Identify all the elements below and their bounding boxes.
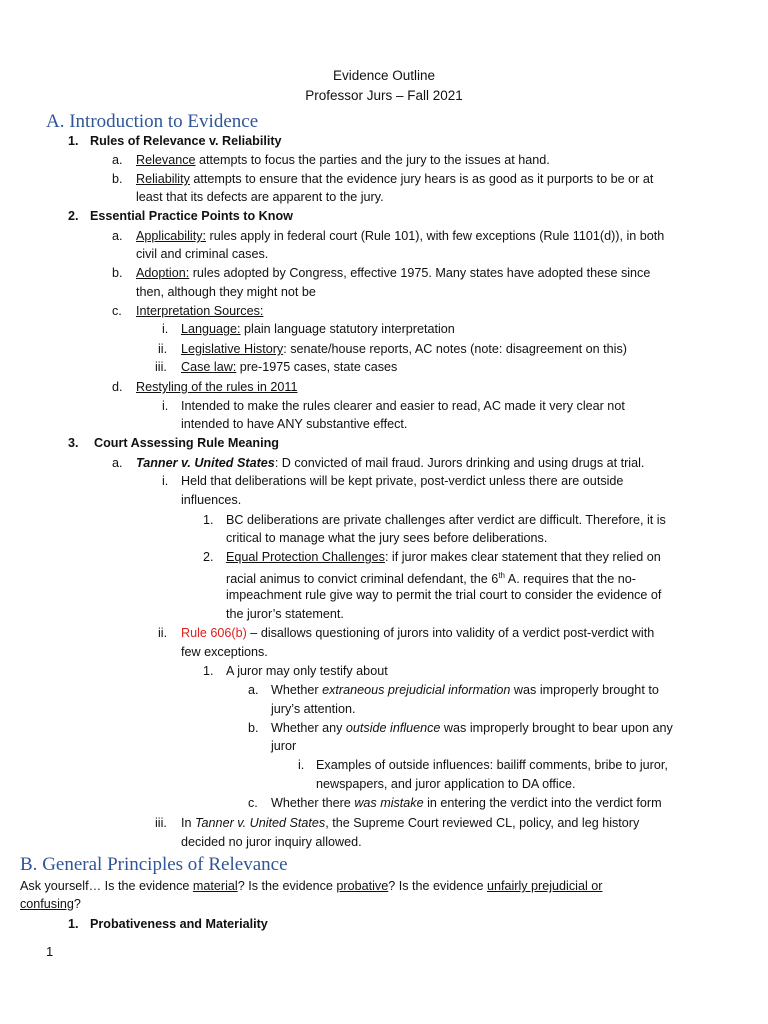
a2ciii-text — [181, 358, 397, 376]
a3aii-number: ii. — [158, 626, 168, 640]
a1b-number: b. — [112, 172, 123, 186]
section-a-letter: A. — [46, 111, 65, 132]
a2ci-number: i. — [162, 322, 169, 336]
a2a-rest: rules apply in federal court (Rule 101), with few exceptions (Rule 1101(d)), in both — [206, 229, 665, 243]
a3ai2-cont1b: A. requires that the no- — [504, 572, 636, 587]
restyling-term: Restyling of the rules in 2011 — [136, 380, 298, 394]
case-law-term: Case law: — [181, 360, 237, 374]
a2b-cont: then, although they might not be — [136, 285, 316, 299]
interpretation-sources-term: Interpretation Sources: — [136, 304, 264, 318]
tanner-case: Tanner v. United States — [136, 456, 275, 470]
language-term: Language: — [181, 322, 241, 336]
a2ciii-number: iii. — [155, 360, 167, 374]
material-term: material — [192, 879, 238, 893]
a1a-number: a. — [112, 153, 123, 167]
a1a-text — [136, 151, 550, 169]
a3aii1a-number: a. — [248, 683, 259, 697]
a3aii1b-cont: juror — [271, 739, 297, 753]
a2cii-number: ii. — [158, 342, 168, 356]
section-b-heading — [20, 854, 288, 876]
a3ai1-cont: critical to manage what the jury sees before deliberations. — [226, 531, 548, 545]
a2b-text — [136, 264, 650, 282]
section-b-letter: B. — [20, 854, 38, 875]
a3ai2-cont1 — [226, 567, 636, 588]
tanner-case-em: Tanner v. United States — [195, 816, 326, 830]
a3ai-cont: influences. — [181, 493, 242, 507]
a2di-text: Intended to make the rules clearer and easier to read, AC made it very clear not — [181, 399, 625, 413]
a2-number: 2. — [68, 209, 79, 223]
outside-influence-em: outside influence — [345, 721, 441, 735]
a3aii1b-pre: Whether any — [271, 721, 346, 735]
b1-label: Probativeness and Materiality — [90, 917, 268, 931]
equal-protection-term: Equal Protection Challenges — [226, 550, 385, 564]
a3ai2-cont1a: racial animus to convict criminal defendant, the 6 — [226, 572, 499, 587]
ask-t1: Ask yourself… Is the evidence — [20, 879, 193, 893]
superscript-th: th — [498, 571, 505, 580]
a1b-rest: attempts to ensure that the evidence jury hears is as good as it purports to be or at — [189, 172, 654, 186]
adoption-term: Adoption: — [136, 266, 190, 280]
a2b-rest: rules adopted by Congress, effective 1975. Many states have adopted these since — [189, 266, 651, 280]
a3aii1b-number: b. — [248, 721, 259, 735]
a2ciii-rest: pre-1975 cases, state cases — [236, 360, 398, 374]
a3aii1bi-text: Examples of outside influences: bailiff comments, bribe to juror, — [316, 758, 668, 772]
doc-subtitle: Professor Jurs – Fall 2021 — [305, 88, 463, 103]
a3ai-text: Held that deliberations will be kept private, post-verdict unless there are outside — [181, 474, 624, 488]
a3ai-number: i. — [162, 474, 169, 488]
a3aii1a-rest: was improperly brought to — [510, 683, 659, 697]
a2-label: Essential Practice Points to Know — [90, 209, 293, 223]
a3ai2-cont2: impeachment rule give way to permit the trial court to consider the evidence of — [226, 588, 662, 602]
page-number: 1 — [46, 944, 54, 959]
a3aii1c-number: c. — [248, 796, 258, 810]
a3-number: 3. — [68, 436, 79, 450]
a3aii1c-rest: in entering the verdict into the verdict form — [423, 796, 662, 810]
section-a-title: Introduction to Evidence — [69, 111, 259, 132]
a1-number: 1. — [68, 134, 79, 148]
a1a-rest: attempts to focus the parties and the jury to the issues at hand. — [195, 153, 550, 167]
section-b-title: General Principles of Relevance — [42, 854, 288, 875]
a2ci-text — [181, 320, 455, 338]
a1-label: Rules of Relevance v. Reliability — [90, 134, 282, 148]
a3ai2-rest: : if juror makes clear statement that they relied on — [384, 550, 661, 564]
a3aii1a-pre: Whether — [271, 683, 323, 697]
a3aii1-number: 1. — [203, 664, 214, 678]
ask-yourself-cont — [20, 895, 81, 913]
a3a-text — [136, 454, 644, 472]
a3ai2-number: 2. — [203, 550, 214, 564]
a3-label: Court Assessing Rule Meaning — [94, 436, 279, 450]
a3aii1c-text — [271, 794, 662, 812]
extraneous-info-em: extraneous prejudicial information — [322, 683, 511, 697]
was-mistake-em: was mistake — [354, 796, 424, 810]
a2cii-text — [181, 340, 627, 358]
a3a-number: a. — [112, 456, 123, 470]
a2cii-rest: : senate/house reports, AC notes (note: disagreement on this) — [283, 342, 627, 356]
a3aii-cont: few exceptions. — [181, 645, 268, 659]
b1-number: 1. — [68, 917, 79, 931]
a3a-rest: : D convicted of mail fraud. Jurors drinking and using drugs at trial. — [274, 456, 645, 470]
section-a-heading — [46, 111, 258, 133]
a2di-number: i. — [162, 399, 169, 413]
a3aii1b-text — [271, 719, 673, 737]
a2a-cont: civil and criminal cases. — [136, 247, 269, 261]
unfairly-prejudicial-term: unfairly prejudicial or — [486, 879, 603, 893]
ask-t2: ? Is the evidence — [237, 879, 337, 893]
a1b-cont: least that its defects are apparent to the jury. — [136, 190, 384, 204]
a1b-text — [136, 170, 653, 188]
doc-title: Evidence Outline — [332, 68, 436, 83]
a3ai2-cont3: the juror’s statement. — [226, 607, 344, 621]
a3aii1b-rest: was improperly brought to bear upon any — [440, 721, 673, 735]
a3aiii-number: iii. — [155, 816, 167, 830]
a3aii1bi-number: i. — [298, 758, 305, 772]
a3aii1a-text — [271, 681, 659, 699]
a2c-number: c. — [112, 304, 122, 318]
a2d-number: d. — [112, 380, 123, 394]
a2di-cont: intended to have ANY substantive effect. — [181, 417, 408, 431]
probative-term: probative — [336, 879, 389, 893]
a3aiii-rest: , the Supreme Court reviewed CL, policy, and leg history — [325, 816, 640, 830]
confusing-term: confusing — [20, 897, 74, 911]
a3aiii-cont: decided no juror inquiry allowed. — [181, 835, 362, 849]
rule-606b: Rule 606(b) — [181, 626, 247, 640]
a3aii-text — [181, 624, 654, 642]
a3aii1bi-cont: newspapers, and juror application to DA office. — [316, 777, 576, 791]
a2ci-rest: plain language statutory interpretation — [240, 322, 455, 336]
a3ai2-text — [226, 548, 661, 566]
a2a-text — [136, 227, 664, 245]
legislative-history-term: Legislative History — [181, 342, 284, 356]
ask-t4: ? — [73, 897, 81, 911]
a3ai1-text: BC deliberations are private challenges after verdict are difficult. Therefore, it is — [226, 513, 666, 527]
a3aiii-text — [181, 814, 639, 832]
a3aii1c-pre: Whether there — [271, 796, 355, 810]
a3aiii-pre: In — [181, 816, 196, 830]
a3aii1-text: A juror may only testify about — [226, 664, 388, 678]
ask-t3: ? Is the evidence — [388, 879, 487, 893]
a3aii1a-cont: jury’s attention. — [271, 702, 356, 716]
ask-yourself-line — [20, 877, 602, 895]
reliability-term: Reliability — [136, 172, 190, 186]
a3ai1-number: 1. — [203, 513, 214, 527]
a2b-number: b. — [112, 266, 123, 280]
a2a-number: a. — [112, 229, 123, 243]
applicability-term: Applicability: — [136, 229, 206, 243]
relevance-term: Relevance — [136, 153, 196, 167]
a3aii-rest: – disallows questioning of jurors into validity of a verdict post-verdict with — [246, 626, 655, 640]
